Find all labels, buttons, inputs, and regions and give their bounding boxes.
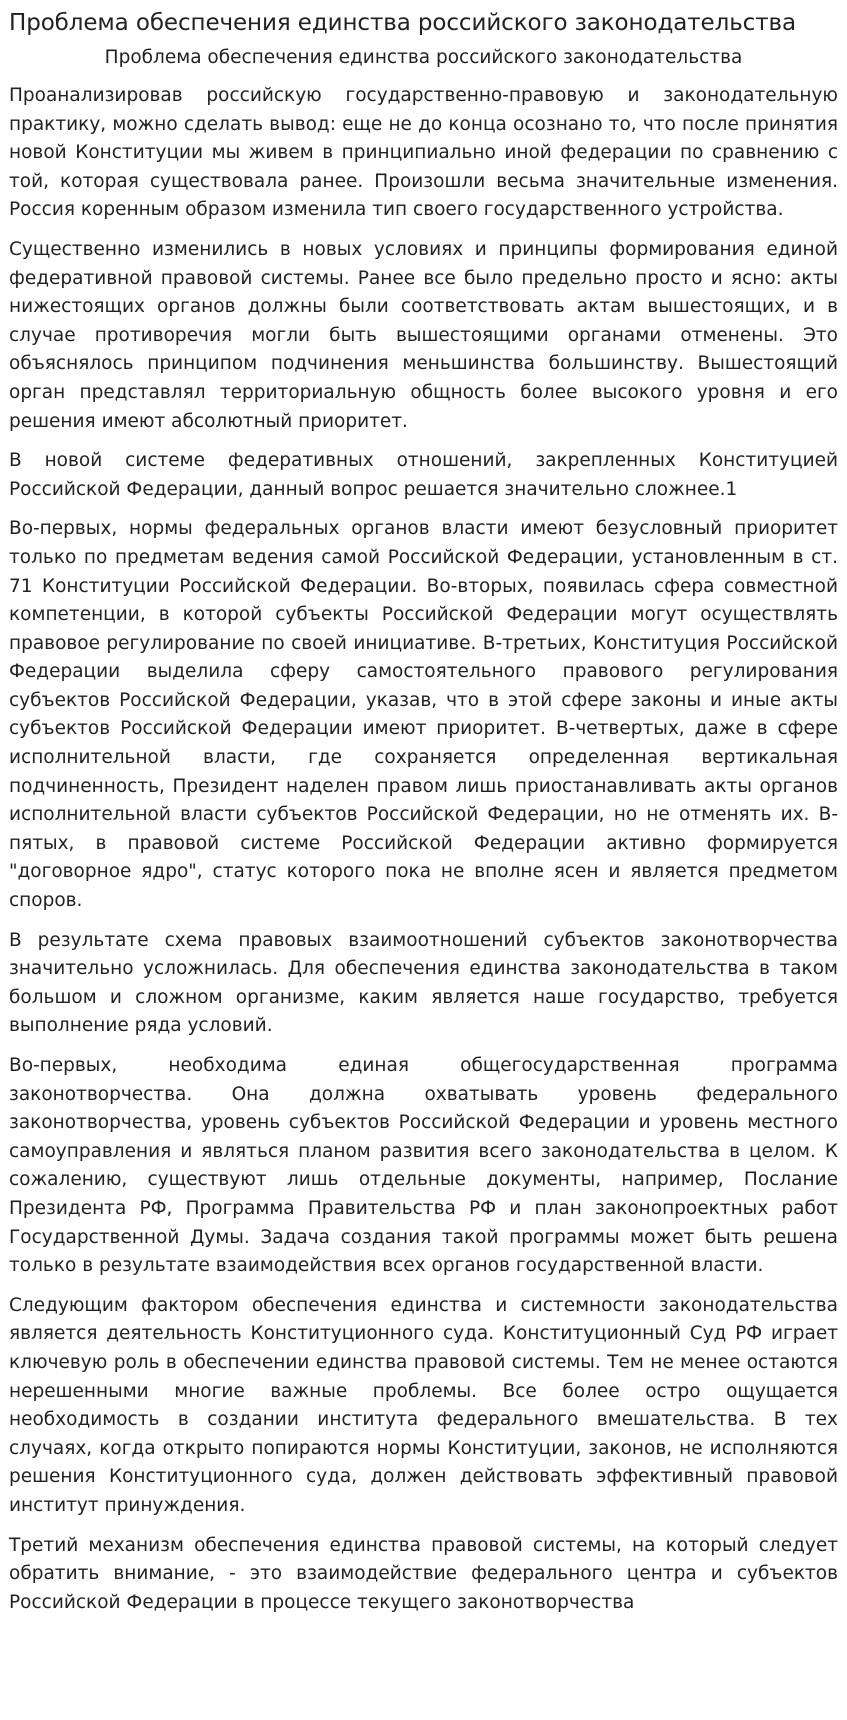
paragraph: Во-первых, нормы федеральных органов власти имеют безусловный приоритет только по предметам ведения самой Российской Федерации, установленным в ст. 71 Конституции Российской Федерации. Во-вторых, появилась сфера совместной компетенции, в которой субъекты Российской Федерации могут осуществлять правовое регулирование по своей инициативе. В-третьих, Конституция Российской Федерации выделила сферу самостоятельного правового регулирования субъектов Российской Федерации, указав, что в этой сфере законы и иные акты субъектов Российской Федерации имеют приоритет. В-четвертых, даже в сфере исполнительной власти, где сохраняется определенная вертикальная подчиненность, Президент наделен правом лишь приостанавливать акты органов исполнительной власти субъектов Российской Федерации, но не отменять их. В-пятых, в правовой системе Российской Федерации активно формируется "договорное ядро", статус которого пока не вполне ясен и является предметом споров. [9, 518, 838, 912]
page-title: Проблема обеспечения единства российского законодательства [9, 10, 796, 36]
paragraph: В результате схема правовых взаимоотношений субъектов законотворчества значительно усложнилась. Для обеспечения единства законодательства в таком большом и сложном организме, каким является наше государство, требуется выполнение ряда условий. [9, 929, 838, 1037]
paragraph: Во-первых, необходима единая общегосударственная программа законотворчества. Она должна охватывать уровень федерального законотворчества, уровень субъектов Российской Федерации и уровень местного самоуправления и являться планом развития всего законодательства в целом. К сожалению, существуют лишь отдельные документы, например, Послание Президента РФ, Программа Правительства РФ и план законопроектных работ Государственной Думы. Задача создания такой программы может быть решена только в результате взаимодействия всех органов государственной власти. [9, 1055, 838, 1277]
paragraph: В новой системе федеративных отношений, закрепленных Конституцией Российской Федерации, данный вопрос решается значительно сложнее.1 [9, 450, 838, 500]
paragraph: Третий механизм обеспечения единства правовой системы, на который следует обратить внимание, - это взаимодействие федерального центра и субъектов Российской Федерации в процессе текущего законотворчества [9, 1534, 838, 1613]
paragraph: Существенно изменились в новых условиях и принципы формирования единой федеративной правовой системы. Ранее все было предельно просто и ясно: акты нижестоящих органов должны были соответствовать актам вышестоящих, и в случае противоречия могли быть вышестоящими органами отменены. Это объяснялось принципом подчинения меньшинства большинству. Вышестоящий орган представлял территориальную общность более высокого уровня и его решения имеют абсолютный приоритет. [9, 238, 838, 432]
document-subtitle: Проблема обеспечения единства российского законодательства [104, 47, 743, 68]
paragraph: Следующим фактором обеспечения единства и системности законодательства является деятельность Конституционного суда. Конституционный Суд РФ играет ключевую роль в обеспечении единства правовой системы. Тем не менее остаются нерешенными многие важные проблемы. Все более остро ощущается необходимость в создании института федерального вмешательства. В тех случаях, когда открыто попираются нормы Конституции, законов, не исполняются решения Конституционного суда, должен действовать эффективный правовой институт принуждения. [9, 1294, 838, 1516]
paragraph: Проанализировав российскую государственно-правовую и законодательную практику, можно сделать вывод: еще не до конца осознано то, что после принятия новой Конституции мы живем в принципиально иной федерации по сравнению с той, которая существовала ранее. Произошли весьма значительные изменения. Россия коренным образом изменила тип своего государственного устройства. [9, 85, 838, 221]
